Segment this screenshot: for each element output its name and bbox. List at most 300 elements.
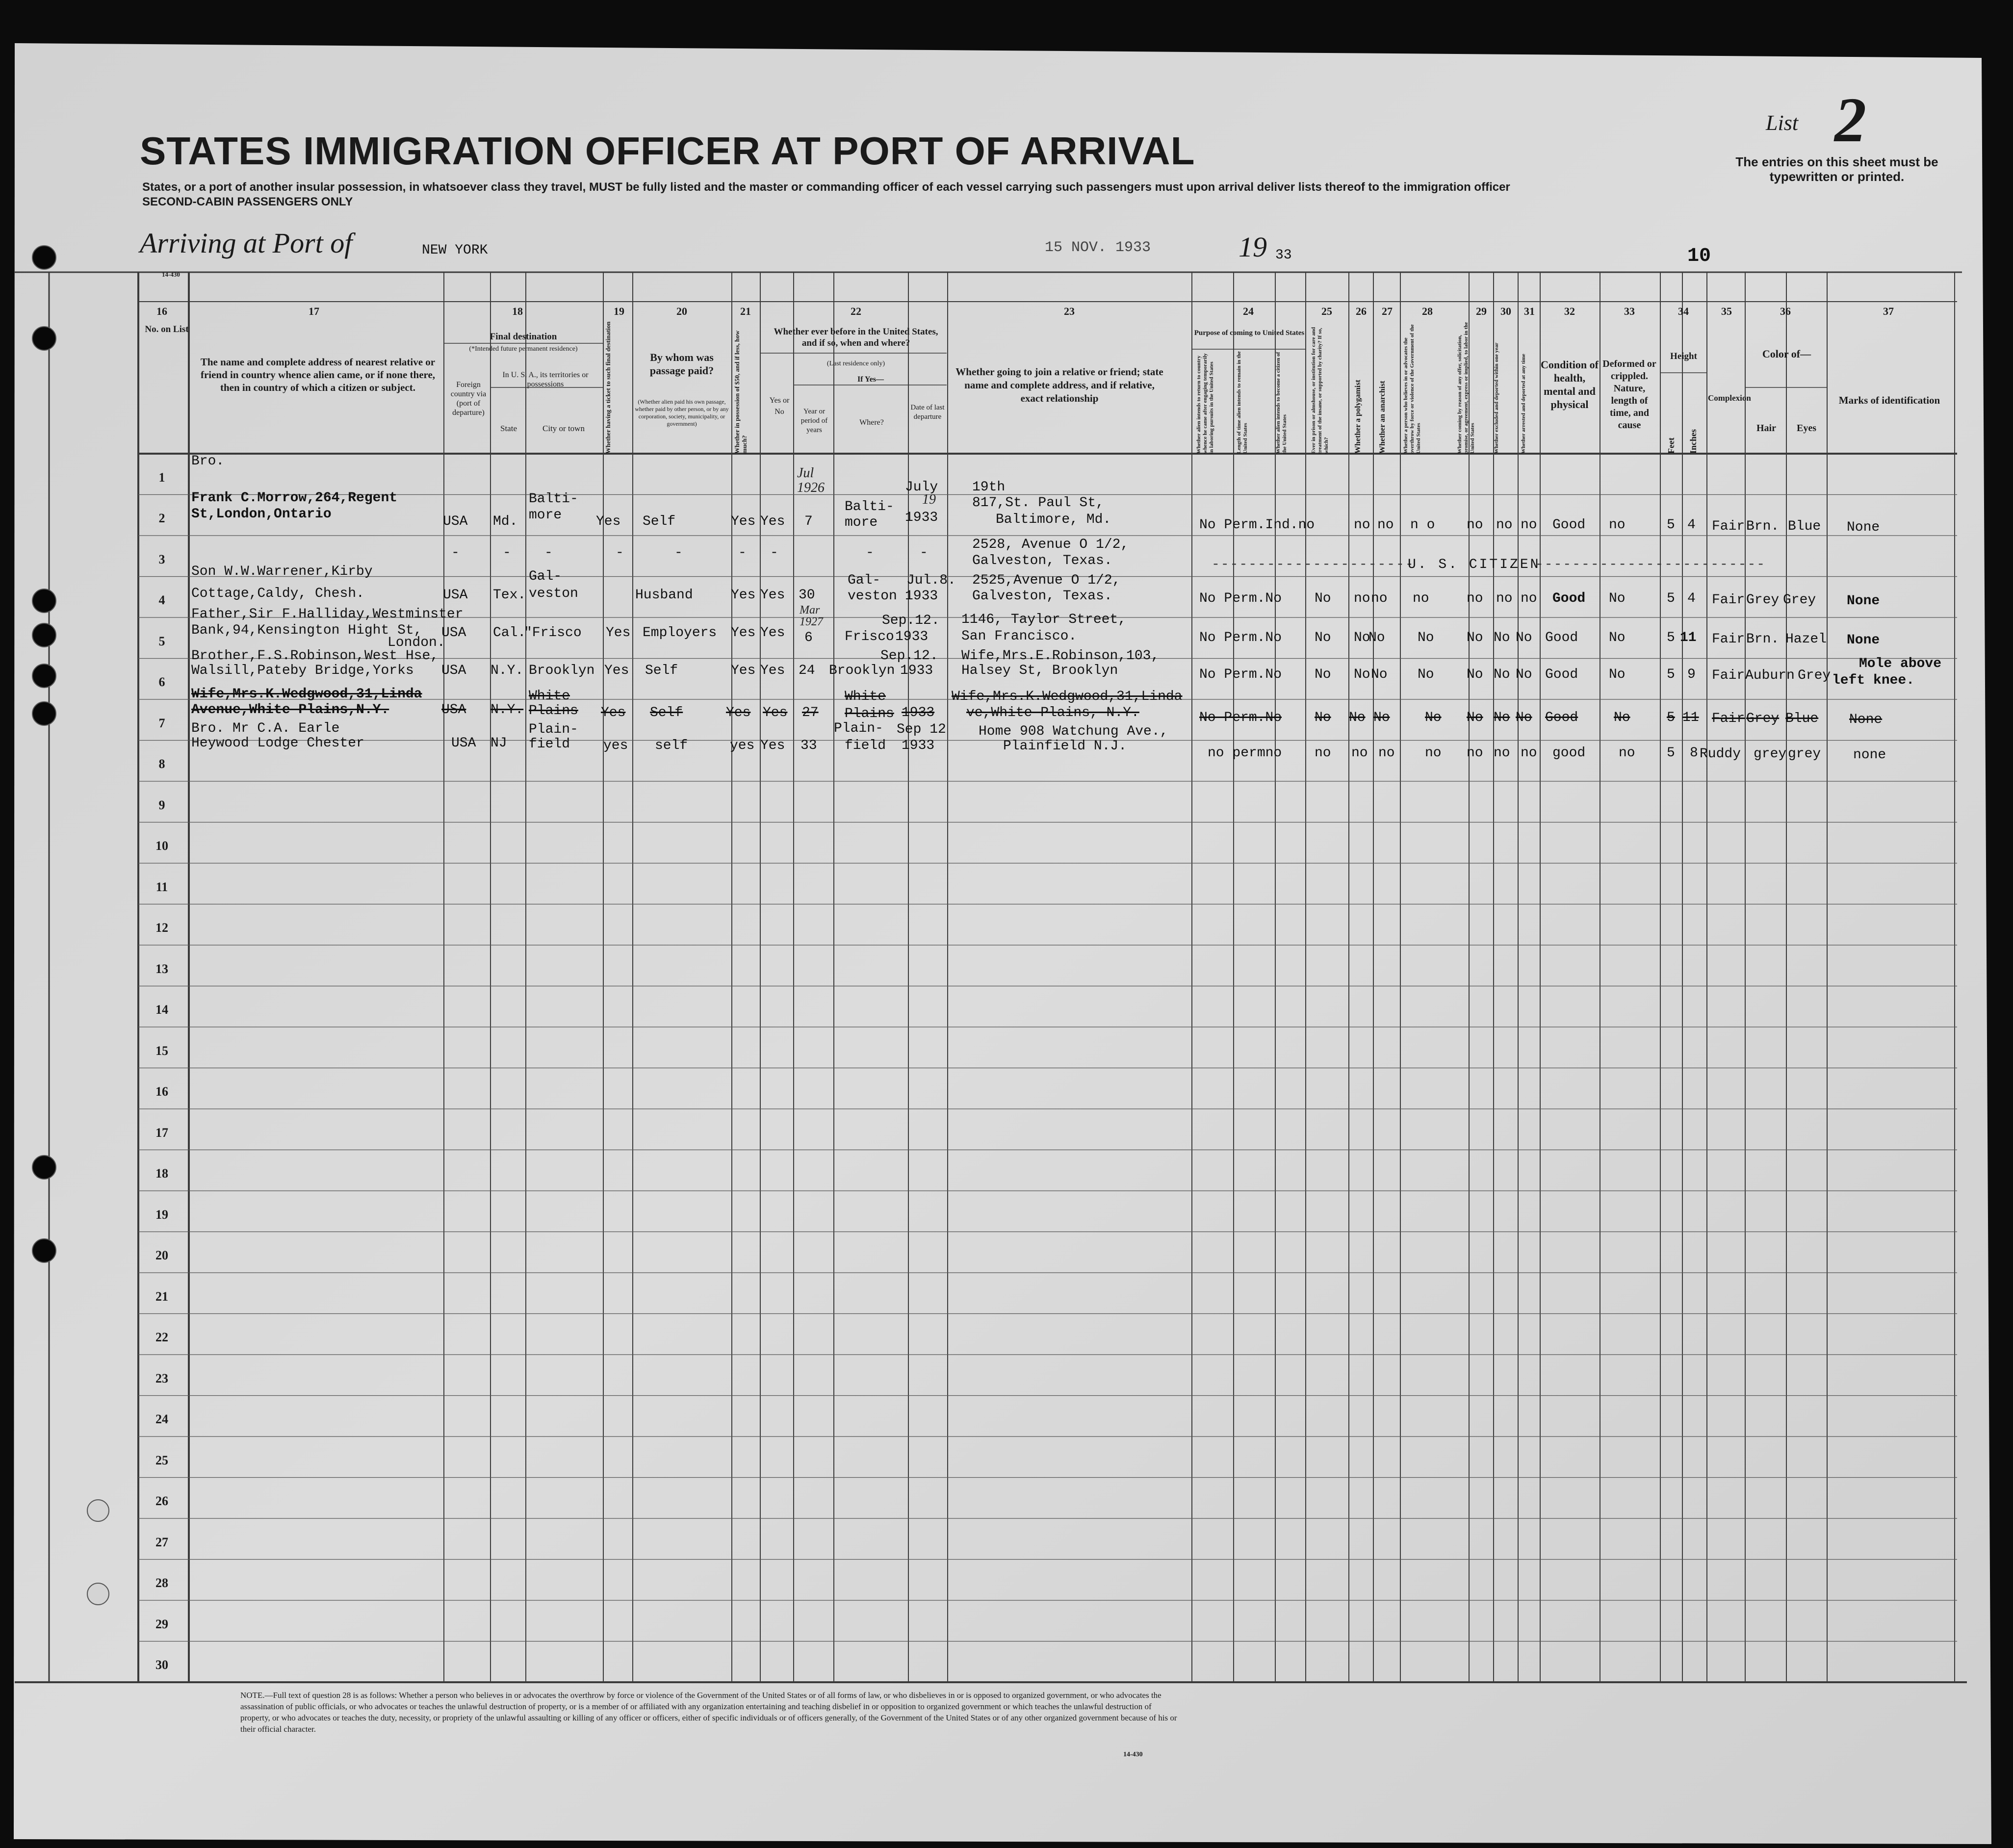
r3-city-line2: veston	[529, 586, 578, 601]
r3-join-line2: Galveston, Texas.	[972, 589, 1112, 604]
form-class-label: SECOND-CABIN PASSENGERS ONLY	[142, 195, 353, 208]
r5-join-line1: Wife,Mrs.E.Robinson,103,	[961, 648, 1160, 664]
r4-country: USA	[441, 625, 466, 641]
column-number-24: 24	[1243, 305, 1254, 317]
row-number-22: 22	[155, 1330, 168, 1345]
r3-marks: None	[1847, 593, 1880, 609]
r6-where-line1: White	[845, 689, 886, 704]
r3-join-line1: 2525,Avenue O 1/2,	[972, 573, 1121, 588]
r4-join-line2: San Francisco.	[961, 629, 1077, 644]
r4-c29: No	[1467, 630, 1483, 645]
r7-where-line2: field	[845, 738, 886, 753]
row-number-28: 28	[155, 1576, 168, 1591]
column-number-23: 23	[1064, 305, 1075, 317]
r5-join-line2: Halsey St, Brooklyn	[961, 663, 1118, 678]
column-number-34: 34	[1678, 305, 1689, 317]
r6-c30: No	[1494, 710, 1510, 725]
r1-relative-line1: Frank C.Morrow,264,Regent	[191, 490, 398, 506]
r5-health: Good	[1545, 667, 1578, 682]
r7-c30: no	[1494, 745, 1510, 761]
r1-feet: 5	[1667, 517, 1675, 533]
r5-date-line1: Sep.12.	[880, 648, 938, 664]
col-22-note: (Last residence only)	[826, 360, 885, 367]
r4-eyes: Hazel	[1785, 632, 1827, 647]
r5-years: 24	[799, 663, 815, 678]
r7-health: good	[1552, 745, 1586, 761]
r1-relation: Bro.	[191, 454, 225, 469]
col-18-usa: In U. S. A., its territories or possessions	[502, 371, 589, 388]
column-number-17: 17	[309, 305, 319, 317]
r5-c30: No	[1494, 667, 1510, 682]
column-number-18: 18	[512, 305, 523, 317]
r6-city-line2: Plains	[529, 703, 578, 719]
form-number-top: 14-430	[162, 271, 180, 278]
r5-relative-line2: Walsill,Pateby Bridge,Yorks	[191, 663, 414, 678]
r2-citizen-status: U. S. CITIZEN	[1408, 557, 1541, 572]
col-26-header: Whether a polygamist	[1354, 380, 1362, 454]
binder-hole	[32, 702, 56, 725]
r1-where-line2: more	[845, 515, 878, 530]
r7-c28: no	[1425, 745, 1442, 761]
r2-dash-line-right: -------------------------	[1535, 557, 1766, 572]
row-number-2: 2	[158, 511, 165, 526]
page-number: 10	[1687, 245, 1711, 267]
row-number-26: 26	[155, 1494, 168, 1509]
row-number-3: 3	[158, 552, 165, 566]
r3-feet: 5	[1667, 591, 1675, 606]
col-22-ifyes: If Yes—	[857, 375, 884, 384]
col-36-eyes: Eyes	[1797, 423, 1816, 434]
col-22-yesno: Yes or No	[769, 396, 790, 416]
r1-date-line1: July	[905, 480, 938, 495]
r1-ticket: Yes	[596, 514, 621, 529]
row-number-29: 29	[155, 1617, 168, 1631]
col-24a-header: Whether alien intends to return to country whence he came after engaging temporarily in laboring pursuits in the United States	[1196, 353, 1214, 454]
row-number-6: 6	[158, 675, 165, 690]
r6-feet: 5	[1667, 710, 1675, 725]
r3-deformed: No	[1609, 591, 1626, 606]
r1-join-line1: 19th	[972, 480, 1006, 495]
col-18-state: State	[500, 424, 517, 433]
form-subtitle: States, or a port of another insular possession, in whatsoever class they travel, MUST be fully listed and the master or commanding officer of each vessel carrying such passengers must upon arrival deliver lists thereof to the immigration officer	[142, 180, 1510, 194]
r4-date-line2: 1933	[895, 629, 929, 644]
binder-hole	[32, 1239, 56, 1262]
r5-eyes: Grey	[1798, 668, 1831, 683]
r5-paid-by: Self	[645, 663, 678, 678]
row-number-25: 25	[155, 1453, 168, 1467]
column-number-30: 30	[1500, 305, 1511, 317]
r7-state: NJ	[490, 736, 507, 751]
r7-money: yes	[730, 738, 755, 753]
arriving-label: Arriving at Port of	[140, 227, 353, 259]
r1-hair: Brn.	[1746, 519, 1780, 534]
col-22-where: Where?	[859, 418, 884, 427]
r4-state: Cal.	[493, 625, 526, 641]
r7-join-line1: Home 908 Watchung Ave.,	[979, 724, 1168, 739]
r4-join-line1: 1146, Taylor Street,	[961, 612, 1127, 627]
col-27-header: Whether an anarchist	[1378, 381, 1387, 454]
r1-city-line1: Balti-	[529, 491, 578, 507]
r1-inches: 4	[1687, 517, 1696, 533]
binder-hole	[32, 327, 56, 350]
r7-country: USA	[451, 736, 476, 751]
r1-join-line2: 817,St. Paul St,	[972, 495, 1104, 511]
r4-city: "Frisco	[524, 625, 582, 641]
col-no-on-list: No. on List	[145, 324, 189, 334]
r5-c31: No	[1516, 667, 1532, 682]
row-number-11: 11	[155, 879, 168, 894]
r5-money: Yes	[731, 663, 756, 678]
r5-country: USA	[441, 663, 466, 678]
r5-feet: 5	[1667, 667, 1675, 682]
r7-join-line2: Plainfield N.J.	[1003, 739, 1127, 754]
col-18-foreign: Foreign country via (port of departure)	[450, 381, 487, 417]
column-number-31: 31	[1524, 305, 1535, 317]
col-22-year: Year or period of years	[800, 408, 828, 434]
r4-money: Yes	[731, 625, 756, 641]
r5-relative-line1: Brother,F.S.Robinson,West Hse,	[191, 648, 439, 664]
col-18-city: City or town	[542, 424, 585, 433]
r7-where-line1: Plain-	[834, 721, 883, 736]
col-37-header: Marks of identification	[1838, 394, 1940, 406]
r2-dash-country: -	[451, 545, 460, 561]
r7-marks: none	[1853, 747, 1886, 763]
r5-c28: No	[1418, 667, 1434, 682]
list-label: List	[1766, 111, 1799, 135]
r5-c27: No	[1371, 667, 1388, 682]
r4-hair: Brn.	[1746, 632, 1780, 647]
r1-marks: None	[1847, 520, 1880, 535]
year-suffix: 33	[1275, 248, 1292, 263]
r1-years: 7	[804, 514, 813, 529]
row-number-13: 13	[155, 961, 168, 976]
entries-note: The entries on this sheet must be typewritten or printed.	[1735, 154, 1938, 184]
r6-years: 27	[802, 705, 819, 720]
r6-c27: No	[1373, 710, 1390, 725]
r3-eyes: Grey	[1783, 592, 1816, 608]
r1-purpose: No Perm.Ind.no	[1199, 517, 1315, 533]
r4-relative-line2: Bank,94,Kensington Hight St,	[191, 623, 422, 638]
r1-c31: no	[1521, 517, 1537, 533]
r7-city-line2: field	[529, 737, 570, 752]
r2-dash-before: -	[770, 545, 778, 561]
r5-c29: No	[1467, 667, 1483, 682]
r3-purpose: No Perm.No	[1199, 591, 1282, 606]
r6-c29: No	[1467, 710, 1483, 725]
col-25-header: Ever in prison or almshouse, or institution for care and treatment of the insane, or supported by charity? If so, which?	[1311, 327, 1329, 454]
r3-c30: no	[1496, 591, 1513, 606]
r7-c31: no	[1521, 745, 1537, 761]
row-number-27: 27	[155, 1535, 168, 1549]
col-34-inches: Inches	[1688, 429, 1698, 454]
r3-c29: no	[1467, 591, 1483, 606]
r2-dash-where: -	[866, 545, 874, 561]
r1-money: Yes	[731, 514, 756, 529]
r1-state: Md.	[493, 514, 518, 529]
r7-hair: grey	[1754, 746, 1787, 762]
col-34-header: Height	[1670, 351, 1697, 361]
r7-purpose: no permno	[1208, 745, 1282, 761]
col-33-header: Deformed or crippled. Nature, length of time, and cause	[1602, 359, 1656, 431]
col-21-header: Whether in possession of $50, and if less, how much?	[733, 330, 748, 454]
r4-health: Good	[1545, 630, 1578, 645]
col-29-header: Whether coming by reason of any offer, solicitation, promise, or agreement, express or implied, to labor in the United States	[1457, 322, 1475, 454]
col-35-header: Complexion	[1708, 393, 1751, 403]
binder-hole	[32, 1155, 56, 1179]
col-36-header: Color of—	[1762, 348, 1811, 360]
r1-join-line3: Baltimore, Md.	[996, 512, 1111, 527]
column-number-36: 36	[1780, 305, 1791, 317]
r1-where-line1: Balti-	[845, 499, 894, 514]
year-prefix: 19	[1239, 231, 1267, 263]
binder-hole	[32, 664, 56, 688]
col-18-note: (*Intended future permanent residence)	[469, 345, 578, 353]
binder-hole	[32, 246, 56, 269]
r2-join-line1: 2528, Avenue O 1/2,	[972, 537, 1129, 552]
r6-marks: None	[1849, 712, 1883, 727]
column-number-32: 32	[1564, 305, 1575, 317]
r1-deformed: no	[1609, 517, 1626, 533]
r4-where: Frisco	[845, 629, 894, 644]
r2-join-line2: Galveston, Texas.	[972, 553, 1112, 568]
r4-c25: No	[1315, 630, 1331, 645]
column-number-37: 37	[1883, 305, 1894, 317]
r1-health: Good	[1552, 517, 1586, 533]
r4-feet: 5	[1667, 630, 1675, 645]
column-number-19: 19	[614, 305, 624, 317]
r1-city-line2: more	[529, 508, 562, 523]
r2-dash-money: -	[738, 545, 747, 561]
r4-date-line1: Sep.12.	[882, 613, 940, 628]
r3-state: Tex.	[493, 588, 526, 603]
r6-c26: No	[1349, 710, 1366, 725]
r5-marks-line1: Mole above	[1859, 656, 1942, 671]
r6-hair: Grey	[1746, 711, 1780, 726]
r7-relative-line2: Heywood Lodge Chester	[191, 736, 364, 751]
binder-hole	[87, 1583, 109, 1605]
r6-c31: No	[1516, 710, 1532, 725]
r7-ticket: yes	[603, 738, 628, 753]
r6-join-line1: Wife,Mrs.K.Wedgwood,31,Linda	[952, 689, 1183, 704]
r7-c29: no	[1467, 745, 1483, 761]
r4-c30: No	[1494, 630, 1510, 645]
row-number-5: 5	[158, 634, 165, 648]
r3-complexion: Fair	[1712, 592, 1745, 608]
r4-relative-line3: London.	[387, 635, 445, 650]
r6-where-line2: Plains	[845, 706, 894, 721]
r6-city-line1: White	[529, 689, 570, 704]
r6-deformed: No	[1614, 710, 1630, 725]
form-title: STATES IMMIGRATION OFFICER AT PORT OF ARRIVAL	[140, 129, 1195, 173]
r7-inches: 8	[1690, 745, 1698, 761]
r4-purpose: No Perm.No	[1199, 630, 1282, 645]
col-28-header: Whether a person who believes in or advocates the overthrow by force or violence of the Government of the United States	[1403, 324, 1421, 454]
r2-dash-state: -	[503, 545, 511, 561]
r1-country: USA	[443, 514, 468, 529]
r6-before: Yes	[763, 705, 788, 720]
r7-c26: no	[1351, 745, 1368, 761]
r7-city-line1: Plain-	[529, 722, 578, 737]
r1-date-line2: 1933	[905, 510, 938, 525]
r1-c26: no	[1354, 517, 1370, 533]
r1-paid-by: Self	[643, 514, 676, 529]
r5-city: Brooklyn	[529, 663, 595, 678]
col-18-header: Final destination	[490, 332, 557, 342]
r4-before: Yes	[760, 625, 785, 641]
r5-purpose: No Perm.No	[1199, 667, 1282, 682]
r2-dash-date: -	[920, 545, 928, 561]
r4-relative-line1: Father,Sir F.Halliday,Westminster	[191, 607, 464, 622]
row-number-1: 1	[158, 470, 165, 485]
r7-deformed: no	[1619, 745, 1635, 761]
r4-paid-by: Employers	[643, 625, 717, 641]
r4-inches: 11	[1680, 630, 1697, 645]
footer-note: NOTE.—Full text of question 28 is as follows: Whether a person who believes in or advocates the overthrow by force or violence of the Government of the United States or of all forms of law, or who disbelieves in or is opposed to organized government, or who advocates the assassination of public officials, or who advocates or teaches the unlawful destruction of property, or is a member of or affiliated with any organization entertaining and teaching disbelief in or opposition to organized government or which teaches the unlawful destruction of property, or who advocates or teaches the duty, necessity, or propriety of the unlawful assaulting or killing of any officer or officers, either of specific individuals or of officers generally, of the Government of the United States or of any other organized government because of his or their official character.	[240, 1691, 1177, 1734]
r1-c28: n o	[1410, 517, 1435, 533]
r3-paid-by: Husband	[635, 588, 693, 603]
r7-complexion: Ruddy	[1700, 746, 1741, 762]
r3-before: Yes	[760, 588, 785, 603]
column-number-26: 26	[1356, 305, 1367, 317]
r4-pen-year: Mar 1927	[800, 604, 823, 628]
r3-date-line2: 1933	[905, 589, 938, 604]
r3-c28: no	[1413, 591, 1429, 606]
r1-pen-year: Jul 1926	[797, 465, 825, 495]
row-number-23: 23	[155, 1371, 168, 1386]
column-number-22: 22	[851, 305, 861, 317]
row-number-19: 19	[155, 1207, 168, 1222]
r6-money: Yes	[726, 705, 751, 720]
r7-years: 33	[800, 738, 817, 753]
col-23-header: Whether going to join a relative or friend; state name and complete address, and if relative, exact relationship	[955, 366, 1163, 404]
r4-marks: None	[1847, 633, 1880, 648]
row-number-24: 24	[155, 1412, 168, 1427]
r5-deformed: No	[1609, 667, 1626, 682]
r6-ticket: Yes	[601, 705, 626, 720]
column-number-27: 27	[1382, 305, 1393, 317]
r1-c27: no	[1377, 517, 1394, 533]
r6-eyes: Blue	[1785, 711, 1819, 726]
r5-date-line2: 1933	[900, 663, 933, 678]
column-number-20: 20	[676, 305, 687, 317]
r3-relative-line2: Cottage,Caldy, Chesh.	[191, 586, 364, 601]
col-22-header: Whether ever before in the United States, and if so, when and where?	[774, 327, 938, 348]
col-36-hair: Hair	[1756, 423, 1776, 434]
r5-c26: No	[1354, 667, 1370, 682]
row-number-10: 10	[155, 839, 168, 853]
r4-ticket: Yes	[606, 625, 631, 641]
r3-date-line1: Jul.8.	[906, 573, 956, 588]
row-number-8: 8	[158, 757, 165, 771]
col-24-header: Purpose of coming to United States	[1194, 329, 1305, 337]
r6-country: USA	[441, 702, 466, 718]
row-number-12: 12	[155, 921, 168, 935]
binder-hole	[32, 589, 56, 613]
r4-years: 6	[804, 630, 813, 645]
r3-years: 30	[799, 588, 815, 603]
r1-c29: no	[1467, 517, 1483, 533]
col-24c-header: Whether alien intends to become a citizen of the United States	[1275, 352, 1288, 454]
col-30-header: Whether excluded and deported within one year	[1494, 342, 1499, 454]
r4-deformed: No	[1609, 630, 1626, 645]
col-31-header: Whether arrested and deported at any time	[1521, 354, 1526, 454]
list-number: 2	[1834, 85, 1866, 155]
r3-relative-line1: Son W.W.Warrener,Kirby	[191, 564, 373, 579]
row-number-9: 9	[158, 797, 165, 812]
r1-eyes: Blue	[1788, 519, 1821, 534]
r6-date: 1933	[902, 705, 935, 720]
r6-inches: 11	[1682, 710, 1699, 725]
r5-before: Yes	[760, 663, 785, 678]
r4-c31: No	[1516, 630, 1532, 645]
r3-inches: 4	[1687, 591, 1696, 606]
col-22-date: Date of last departure	[910, 404, 945, 421]
r7-before: Yes	[760, 738, 785, 753]
r7-feet: 5	[1667, 745, 1675, 761]
r5-marks-line2: left knee.	[1832, 673, 1915, 688]
r6-paid-by: Self	[650, 705, 683, 720]
r4-c26: No	[1354, 630, 1370, 645]
r3-where-line1: Gal-	[848, 573, 881, 588]
row-number-21: 21	[155, 1289, 168, 1304]
r1-date-pen: 19	[922, 492, 936, 507]
r5-inches: 9	[1687, 667, 1696, 682]
row-number-30: 30	[155, 1658, 168, 1672]
r6-join-line2: ve,White Plains, N.Y.	[966, 705, 1139, 720]
column-number-33: 33	[1624, 305, 1635, 317]
r7-eyes: grey	[1788, 746, 1821, 762]
r3-c27: no	[1371, 591, 1388, 606]
r6-relative-line1: Wife,Mrs.K.Wedgwood,31,Linda	[191, 687, 422, 702]
date-stamp: 15 NOV. 1933	[1045, 239, 1151, 256]
col-34-feet: Feet	[1666, 437, 1676, 454]
row-number-15: 15	[155, 1043, 168, 1058]
r1-complexion: Fair	[1712, 519, 1745, 534]
r7-relative-line1: Bro. Mr C.A. Earle	[191, 721, 340, 736]
column-number-29: 29	[1476, 305, 1487, 317]
r3-country: USA	[443, 588, 468, 603]
footer-form-number: 14-430	[1123, 1751, 1143, 1758]
r7-date-line1: Sep 12	[897, 722, 946, 737]
r5-c25: No	[1315, 667, 1331, 682]
r3-where-line2: veston	[848, 589, 897, 604]
r4-c28: No	[1418, 630, 1434, 645]
col-17-header: The name and complete address of nearest relative or friend in country whence alien came, or if none there, then in country of which a citizen or subject.	[200, 356, 436, 393]
r7-c27: no	[1378, 745, 1395, 761]
r5-state: N.Y.	[490, 663, 524, 678]
r2-dash-line-left: ----------------------	[1212, 557, 1415, 572]
r7-c25: no	[1315, 745, 1331, 761]
r3-c25: No	[1315, 591, 1331, 606]
row-number-20: 20	[155, 1248, 168, 1263]
r3-health: Good	[1552, 591, 1586, 606]
col-20-header: By whom was passage paid?	[649, 351, 714, 377]
r6-c28: No	[1425, 710, 1442, 725]
col-24b-header: Length of time alien intends to remain in the United States	[1236, 351, 1248, 454]
r3-city-line1: Gal-	[529, 569, 562, 584]
r1-before: Yes	[760, 514, 785, 529]
r6-health: Good	[1545, 710, 1578, 725]
r5-complexion: Fair	[1712, 668, 1745, 683]
r1-c30: no	[1496, 517, 1513, 533]
row-number-17: 17	[155, 1125, 168, 1140]
col-32-header: Condition of health, mental and physical	[1541, 359, 1599, 411]
r2-dash-ticket: -	[616, 545, 624, 561]
r3-money: Yes	[731, 588, 756, 603]
row-number-18: 18	[155, 1166, 168, 1181]
column-number-28: 28	[1422, 305, 1433, 317]
r5-ticket: Yes	[604, 663, 629, 678]
